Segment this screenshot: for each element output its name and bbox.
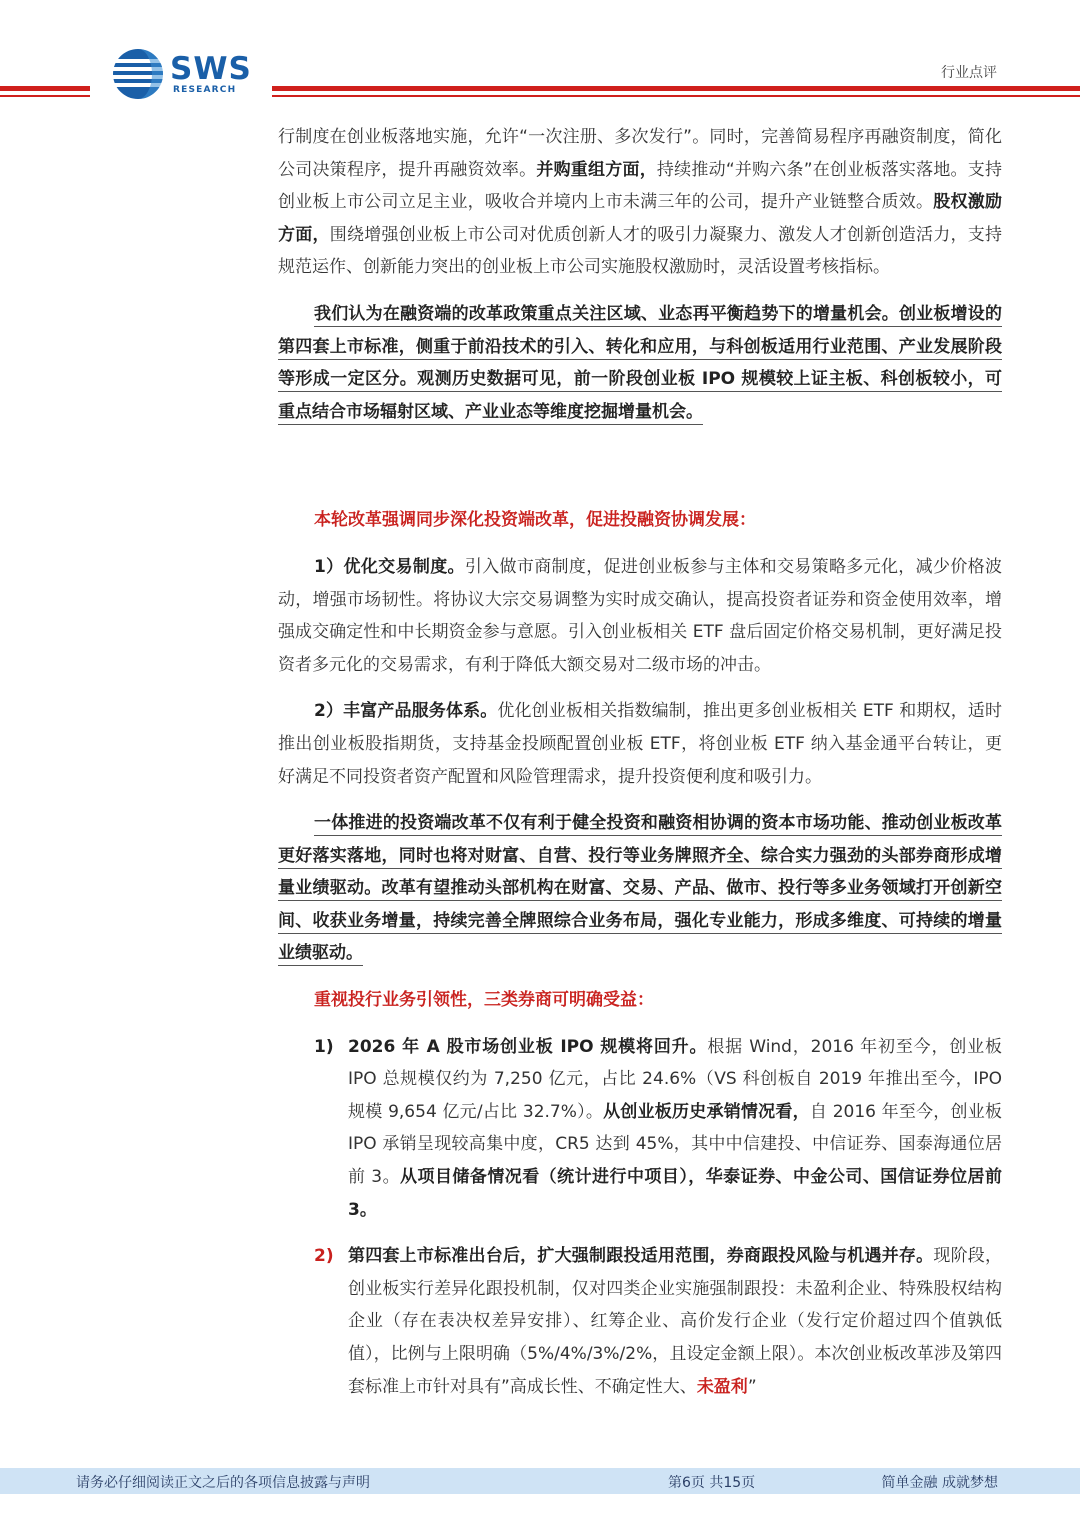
bold-run: 股权激励方面， [278, 192, 1003, 245]
bold-run: 并购重组方面， [536, 159, 657, 180]
highlight-run: 未盈利 [696, 1376, 748, 1397]
underlined-text: 我们认为在融资端的改革政策重点关注区域、业态再平衡趋势下的增量机会。创业板增设的第四套上市标准，侧重于前沿技术的引入、转化和应用，与科创板适用行业范围、产业发展阶段等形成一定区分。观测历史数据可见，前一阶段创业板 IPO 规模较上证主板、科创板较小，可重点结合市场辐射区域、产业业态等维度挖掘增量机会。 [278, 304, 1002, 425]
list-item-text [348, 1240, 1002, 1403]
report-type-tag: 行业点评 [941, 65, 997, 81]
bold-run: 1）优化交易制度。 [314, 556, 465, 577]
header-rule-left-thin [0, 95, 90, 97]
text-run: 持续推动“并购六条”在创业板落实落地。支持创业板上市公司立足主业，吸收合并境内上市未满三年的公司，提升产业链整合质效。 [278, 159, 1002, 213]
paragraph-product-system [278, 695, 1002, 793]
page-header [0, 0, 1080, 110]
header-rule-left [0, 86, 90, 91]
text-run: 行制度在创业板落地实施，允许“一次注册、多次发行”。同时，完善简易程序再融资制度，简化公司决策程序，提升再融资效率。 [278, 127, 1002, 180]
bold-run: 从项目储备情况看（统计进行中项目），华泰证券、中金公司、国信证券位居前 3。 [348, 1167, 1002, 1220]
page-footer [0, 1468, 1080, 1494]
text-run: 引入做市商制度，促进创业板参与主体和交易策略多元化，减少价格波动，增强市场韧性。将协议大宗交易调整为实时成交确认，提高投资者证券和资金使用效率，增强成交确定性和中长期资金参与意愿。引入创业板相关 ETF 盘后固定价格交易机制，更好满足投资者多元化的交易需求，有利于降低大额交易对二级市场的冲击。 [278, 556, 1002, 675]
bold-run: 2026 年 A 股市场创业板 IPO 规模将回升。 [348, 1036, 708, 1057]
bold-run: 第四套上市标准出台后，扩大强制跟投适用范围，券商跟投风险与机遇并存。 [348, 1246, 934, 1267]
footer-slogan: 简单金融 成就梦想 [881, 1475, 998, 1491]
sws-logo [112, 48, 252, 100]
text-run: 现阶段，创业板实行差异化跟投机制，仅对四类企业实施强制跟投：未盈利企业、特殊股权结构企业（存在表决权差异安排）、红筹企业、高价发行企业（发行定价超过四个值孰低值），比例与上限明确（5%/4%/3%/2%，且设定金额上限）。本次创业板改革涉及第四套标准上市针对具有”高成长性、不确定性大、 [348, 1246, 1003, 1397]
underlined-text: 一体推进的投资端改革不仅有利于健全投资和融资相协调的资本市场功能、推动创业板改革更好落实落地，同时也将对财富、自营、投行等业务牌照齐全、综合实力强劲的头部券商形成增量业绩驱动。改革有望推动头部机构在财富、交易、产品、做市、投行等多业务领域打开创新空间、收获业务增量，持续完善全牌照综合业务布局，强化专业能力，形成多维度、可持续的增量业绩驱动。 [278, 813, 1002, 966]
footer-page-number: 第6页 共15页 [668, 1475, 756, 1491]
header-rule-right [272, 86, 1080, 91]
paragraph-trading-system [278, 551, 1002, 681]
list-number: 1) [314, 1036, 334, 1057]
report-body [278, 121, 1002, 1417]
section-heading-ibanking: 重视投行业务引领性，三类券商可明确受益： [314, 990, 654, 1011]
list-item [278, 1031, 1002, 1227]
text-run: ” [747, 1376, 757, 1397]
list-item [278, 1240, 1002, 1403]
beneficiary-list [278, 1031, 1002, 1404]
sws-globe-icon [112, 48, 164, 100]
bold-run: 2）丰富产品服务体系。 [314, 701, 498, 722]
footer-disclaimer: 请务必仔细阅读正文之后的各项信息披露与声明 [76, 1475, 370, 1491]
logo-subtitle: RESEARCH [173, 85, 237, 95]
paragraph-refinancing [278, 121, 1002, 284]
list-item-text [348, 1031, 1002, 1227]
text-run: 围绕增强创业板上市公司对优质创新人才的吸引力凝聚力、激发人才创新创造活力，支持规范运作、创新能力突出的创业板上市公司实施股权激励时，灵活设置考核指标。 [278, 224, 1003, 278]
list-number: 2) [314, 1246, 334, 1267]
logo-wordmark: SWS [170, 51, 252, 87]
bold-run: 从创业板历史承销情况看， [603, 1101, 810, 1122]
section-heading-investment: 本轮改革强调同步深化投资端改革，促进投融资协调发展： [314, 510, 756, 531]
text-run: 自 2016 年至今，创业板 IPO 承销呈现较高集中度，CR5 达到 45%，其中中信建投、中信证券、国泰海通位居前 3。 [348, 1101, 1002, 1188]
text-run: 优化创业板相关指数编制，推出更多创业板相关 ETF 和期权，适时推出创业板股指期货，支持基金投顾配置创业板 ETF，将创业板 ETF 纳入基金通平台转让，更好满足不同投资者资产配置和风险管理需求，提升投资便利度和吸引力。 [278, 701, 1002, 787]
paragraph-investment-view [278, 807, 1002, 970]
header-rule-right-thin [272, 95, 1080, 97]
paragraph-financing-view [278, 298, 1002, 428]
text-run: 根据 Wind，2016 年初至今，创业板 IPO 总规模仅约为 7,250 亿元，占比 24.6%（VS 科创板自 2019 年推出至今，IPO 规模 9,654 亿元/占比 32.7%）。 [348, 1036, 1002, 1122]
